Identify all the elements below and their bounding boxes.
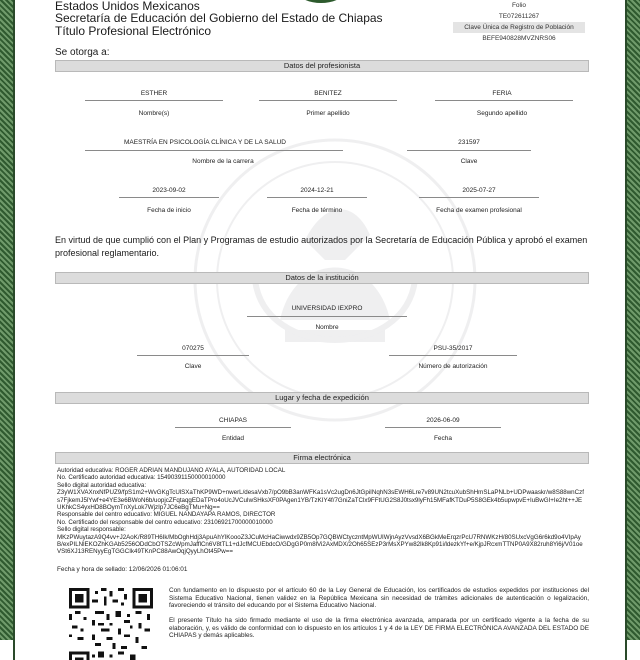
plan-statement: En virtud de que cumplió con el Plan y Programas de estudio autorizados por la Secretaría de Educación Pública y aprobó el examen profesional reglamentario. (55, 235, 588, 258)
entidad-label: Entidad (221, 435, 245, 442)
divider (137, 355, 249, 356)
autorizacion-label: Número de autorización (418, 363, 488, 370)
folio-label: Folio (511, 2, 527, 9)
responsable-line: Responsable del centro educativo: MIGUEL NANDAYAPA RAMOS, DIRECTOR (57, 511, 276, 519)
autoridad-line: Autoridad educativa: ROGER ADRIAN MANDUJANO AYALA, AUTORIDAD LOCAL (57, 467, 286, 474)
divider (267, 197, 367, 198)
section-firma: Firma electrónica (55, 452, 589, 464)
divider (407, 150, 531, 151)
fecha-termino-label: Fecha de término (291, 207, 343, 214)
folio-value: TE072611267 (498, 13, 540, 20)
country-title: Estados Unidos Mexicanos (55, 0, 200, 13)
secretariat-title: Secretaría de Educación del Gobierno del Estado de Chiapas (55, 11, 383, 25)
legal-paragraph-2: El presente Título ha sido firmado mediante el uso de la firma electrónica avanzada, amparada por un certificado vigente a la fecha de su elaboración, y, es válido de conformidad con lo dispuesto en los artículos 1 y 4 de la LEY DE FIRMA ELECTRÓNICA AVANZADA DEL ESTADO DE CHIAPAS y demás aplicables. (169, 617, 589, 640)
carrera-value: MAESTRÍA EN PSICOLOGÍA CLÍNICA Y DE LA SALUD (124, 139, 286, 146)
institucion-nombre-label: Nombre (315, 324, 339, 331)
divider (419, 197, 539, 198)
firma-details (57, 467, 585, 556)
institucion-clave-value: 070275 (182, 345, 204, 352)
divider (85, 150, 343, 151)
section-expedicion: Lugar y fecha de expedición (55, 392, 589, 404)
curp-label: Clave Única de Registro de Población (453, 22, 585, 33)
fecha-sellado: Fecha y hora de sellado: 12/06/2026 01:06:01 (57, 566, 188, 573)
fecha-inicio-value: 2023-09-02 (152, 187, 186, 194)
clave-carrera-label: Clave (460, 158, 478, 165)
certificado-autoridad-line: No. Certificado autoridad educativa: 15490391150000010000 (57, 474, 226, 482)
sello-responsable-label: Sello digital responsable: (57, 526, 126, 534)
fecha-examen-label: Fecha de examen profesional (436, 207, 522, 214)
curp-value: BEFE940828MVZNRS06 (482, 35, 556, 42)
section-institucion: Datos de la institución (55, 272, 589, 284)
nombre-value: ESTHER (140, 90, 168, 97)
fecha-termino-value: 2024-12-21 (300, 187, 334, 194)
primer-apellido-label: Primer apellido (306, 110, 350, 117)
divider (247, 316, 407, 317)
expedicion-fecha-label: Fecha (433, 435, 453, 442)
divider (389, 355, 517, 356)
entidad-value: CHIAPAS (218, 417, 248, 424)
qr-code-icon[interactable] (69, 588, 153, 660)
segundo-apellido-value: FERIA (492, 90, 512, 97)
legal-paragraph-1: Con fundamento en lo dispuesto por el artículo 60 de la Ley General de Educación, los certificados de estudios expedidos por instituciones del Sistema Educativo Nacional, tienen validez en la República Mexicana sin necesidad de trámites adicionales de autenticación o legalización, favoreciendo el tránsito del educando por el Sistema Educativo Nacional. (169, 587, 589, 610)
institucion-nombre-value: UNIVERSIDAD IEXPRO (291, 305, 363, 312)
fecha-inicio-label: Fecha de inicio (147, 207, 191, 214)
section-profesionista: Datos del profesionista (55, 60, 589, 72)
folio-box (453, 0, 585, 44)
clave-carrera-value: 231597 (458, 139, 480, 146)
carrera-label: Nombre de la carrera (192, 158, 254, 165)
institucion-clave-label: Clave (184, 363, 202, 370)
expedicion-fecha-value: 2026-06-09 (426, 417, 460, 424)
segundo-apellido-label: Segundo apellido (476, 110, 528, 117)
document-page (13, 0, 627, 660)
sello-responsable-value: MKzPWuytazA9Q4vv+J2AoK/R89TH6Ik/MbOghHdj3ApuAhYlKoooZ3JCuMcHaCiwwdx9ZB5Op7GQBWCtyczntMpWUIWjnAyzVvsdX6BGkMeErqzrPcU7RNWKzH/80SUxcVgG6r6kd9o4VIpAyB/exPILNlEKOZhKGAb5256ODdCbOTSZcWpmJafflCn6V8tTL1+dJcfMCUEbdcO/GDgGP0m8lVi2AxMDX/2Oh65SEzP3rMsXPYw82lk8Kp91i/ldezkYf+e/KjpJRcxmTTNP0A9X82ruh8Yi6j/V01oeVSt6XJ13RENyyEgTGGCIk49TKnPC88AwOqjQyyLhOt45Pw== (57, 533, 583, 556)
document-title: Título Profesional Electrónico (55, 24, 212, 38)
autorizacion-value: PSU-35/2017 (433, 345, 473, 352)
state-seal-icon (293, 0, 349, 6)
divider (259, 100, 397, 101)
divider (385, 427, 501, 428)
divider (175, 427, 291, 428)
otorga-label: Se otorga a: (55, 47, 110, 58)
primer-apellido-value: BENITEZ (314, 90, 342, 97)
certificado-responsable-line: No. Certificado del responsable del centro educativo: 23106921700000010000 (57, 518, 273, 526)
divider (119, 197, 219, 198)
sello-autoridad-value: Z3yW1XVAXnxNfPUZ9/fpS1m2+WvGKgTcUlSXaThKP9WD+nwerL/desaVxb7/pO9bB3anWFKa1sVc2ugDn6JtGpiINqhN3sEWH6Lre7v89UN2tcuXubShHmSLaPNLb+UDPwaaskr/w8S88wnCzfs7FjkemJ5lYwf+e4YE3e6BWoN6b/uopjcZFqtaqgEDaTPro4oUcJVCuIwSHksXF0PAgen1YB/TzKIY4f/7GniZaTClx9FFtUG2S8J0tsx9lyFh15MFafKTDuP5S8GEk4b5upwpvE+IuBwGI+Ie2ht++JEUKhkCS4yxHD8BOymTnXyLok7WjzIp7JC6eBgTMu+Ng== (57, 489, 584, 512)
divider (435, 100, 573, 101)
nombre-label: Nombre(s) (138, 110, 170, 117)
divider (85, 100, 223, 101)
fecha-examen-value: 2025-07-27 (462, 187, 496, 194)
sello-autoridad-label: Sello digital autoridad educativa: (57, 481, 147, 489)
